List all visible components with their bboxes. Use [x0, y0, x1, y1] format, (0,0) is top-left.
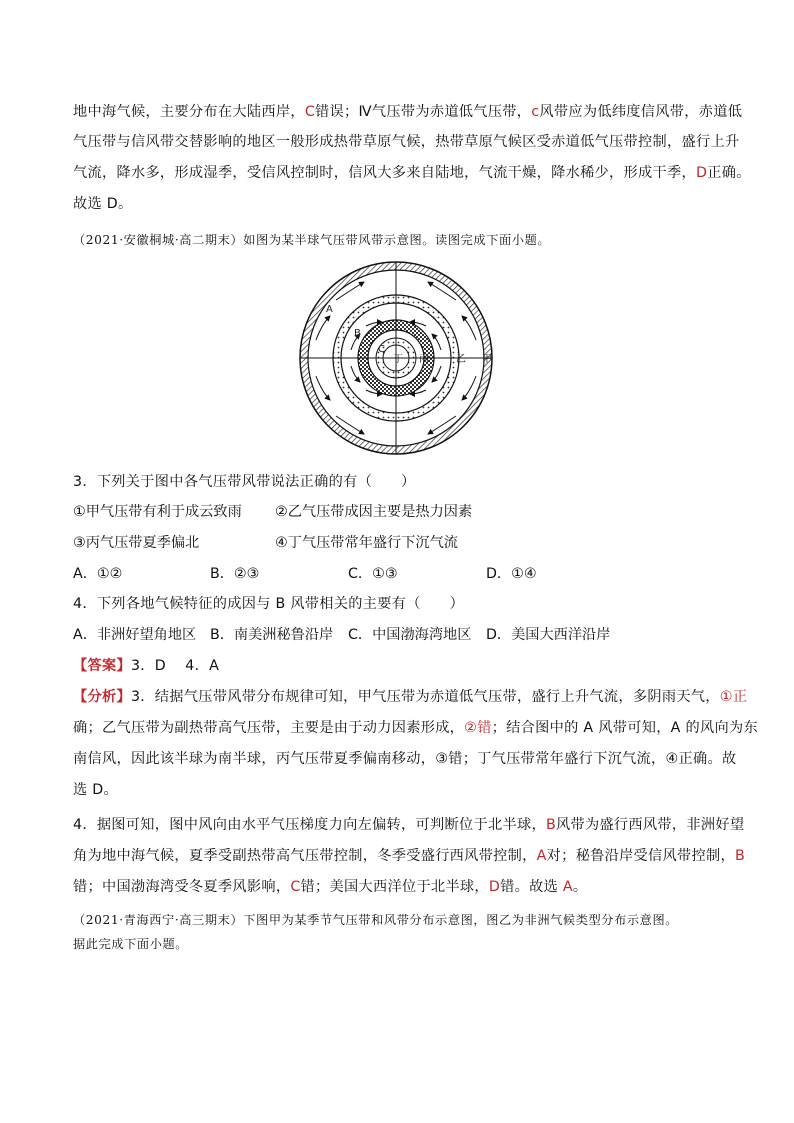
pressure-wind-belt-diagram — [296, 260, 500, 456]
analysis-tag: 【分析】 — [73, 689, 131, 705]
text: 错；中国渤海湾受冬夏季风影响， — [73, 879, 291, 895]
q4-option-d[interactable]: D．美国大西洋沿岸 — [486, 627, 611, 643]
text: 对；秘鲁沿岸受信风带控制， — [546, 848, 735, 864]
q3-stem: 3．下列关于图中各气压带风带说法正确的有（ ） — [73, 474, 416, 490]
q3-option-a[interactable]: A．①② — [73, 566, 123, 582]
text: 风带应为低纬度信风带，赤道低 — [539, 104, 743, 120]
label-B: B — [354, 328, 361, 339]
q3-statement-4: ④丁气压带常年盛行下沉气流 — [275, 535, 458, 551]
q4-stem: 4．下列各地气候特征的成因与 B 风带相关的主要有（ ） — [73, 596, 465, 612]
text-red: A — [562, 879, 573, 895]
q4-option-c[interactable]: C．中国渤海湾地区 — [348, 627, 472, 643]
label-C: C — [378, 344, 385, 355]
text: 4．据图可知，图中风向由水平气压梯度力向左偏转，可判断位于北半球， — [73, 817, 546, 833]
analysis-line3: 南信风，因此该半球为南半球，丙气压带夏季偏南移动，③错；丁气压带常年盛行下沉气流，④正确。故 — [73, 751, 737, 767]
text-red: B — [734, 848, 746, 864]
source-note-2-line2: 据此完成下面小题。 — [73, 937, 189, 951]
text-red: B — [545, 817, 556, 833]
answer-tag: 【答案】 — [73, 658, 131, 674]
text-red: C — [304, 104, 316, 120]
para1-line1 — [73, 102, 742, 122]
text: 风带为盛行西风带，非洲好望 — [555, 817, 745, 833]
source-note-2-line1: （2021·青海西宁·高三期末）下图甲为某季节气压带和风带分布示意图，图乙为非洲气候类型分布示意图。 — [73, 913, 679, 927]
text: 正确。 — [707, 165, 751, 181]
text: ；结合图中的 A 风带可知，A 的风向为东 — [491, 720, 758, 736]
text-red: D — [695, 165, 708, 181]
text: 地中海气候，主要分布在大陆西岸， — [73, 104, 305, 120]
text-red: ①正 — [719, 689, 748, 705]
answer-line — [73, 656, 219, 676]
analysis-line2 — [73, 718, 758, 738]
para1-line4: 故选 D。 — [73, 196, 133, 212]
text: 错。故选 — [500, 879, 563, 895]
analysis-line5 — [73, 815, 744, 835]
q4-option-a[interactable]: A．非洲好望角地区 — [73, 627, 197, 643]
label-bing: 丙 — [419, 354, 429, 365]
text-red: A — [536, 848, 547, 864]
source-note-1: （2021·安徽桐城·高二期末）如图为某半球气压带风带示意图。读图完成下面小题。 — [73, 233, 551, 247]
para1-line2: 气压带与信风带交替影响的地区一般形成热带草原气候，热带草原气候区受赤道低气压带控制，盛行上升 — [73, 134, 740, 150]
text: 3．结据气压带风带分布规律可知，甲气压带为赤道低气压带，盛行上升气流，多阴雨天气， — [130, 689, 720, 705]
analysis-line6 — [73, 846, 745, 866]
q4-option-b[interactable]: B．南美洲秘鲁沿岸 — [210, 627, 334, 643]
q3-option-b[interactable]: B．②③ — [210, 566, 260, 582]
answer-text: 3．D 4．A — [130, 658, 220, 674]
text-red: c — [531, 104, 540, 120]
q3-option-c[interactable]: C．①③ — [348, 566, 398, 582]
q3-statement-2: ②乙气压带成因主要是热力因素 — [275, 504, 473, 520]
text-red: C — [290, 879, 301, 895]
text: 确；乙气压带为副热带高气压带，主要是由于动力因素形成， — [73, 720, 465, 736]
label-yi: 乙 — [456, 354, 466, 365]
text: 气流，降水多，形成湿季，受信风控制时，信风大多来自陆地，气流干燥，降水稀少，形成干季， — [73, 165, 696, 181]
text-red: ②错 — [464, 720, 492, 736]
q3-option-d[interactable]: D．①④ — [486, 566, 537, 582]
label-ding: 丁 — [393, 354, 403, 365]
analysis-line1 — [73, 687, 747, 707]
text: 错；美国大西洋位于北半球， — [300, 879, 489, 895]
text: 角为地中海气候，夏季受副热带高气压带控制，冬季受盛行西风带控制， — [73, 848, 537, 864]
analysis-line7 — [73, 877, 587, 897]
text: 。 — [572, 879, 588, 895]
q3-statement-1: ①甲气压带有利于成云致雨 — [73, 504, 242, 520]
label-A: A — [326, 304, 333, 315]
q3-statement-3: ③丙气压带夏季偏北 — [73, 535, 200, 551]
label-jia: 甲 — [482, 354, 492, 365]
text: 错误；Ⅳ气压带为赤道低气压带， — [315, 104, 532, 120]
analysis-line4: 选 D。 — [73, 782, 119, 798]
text-red: D — [488, 879, 501, 895]
para1-line3 — [73, 163, 751, 183]
